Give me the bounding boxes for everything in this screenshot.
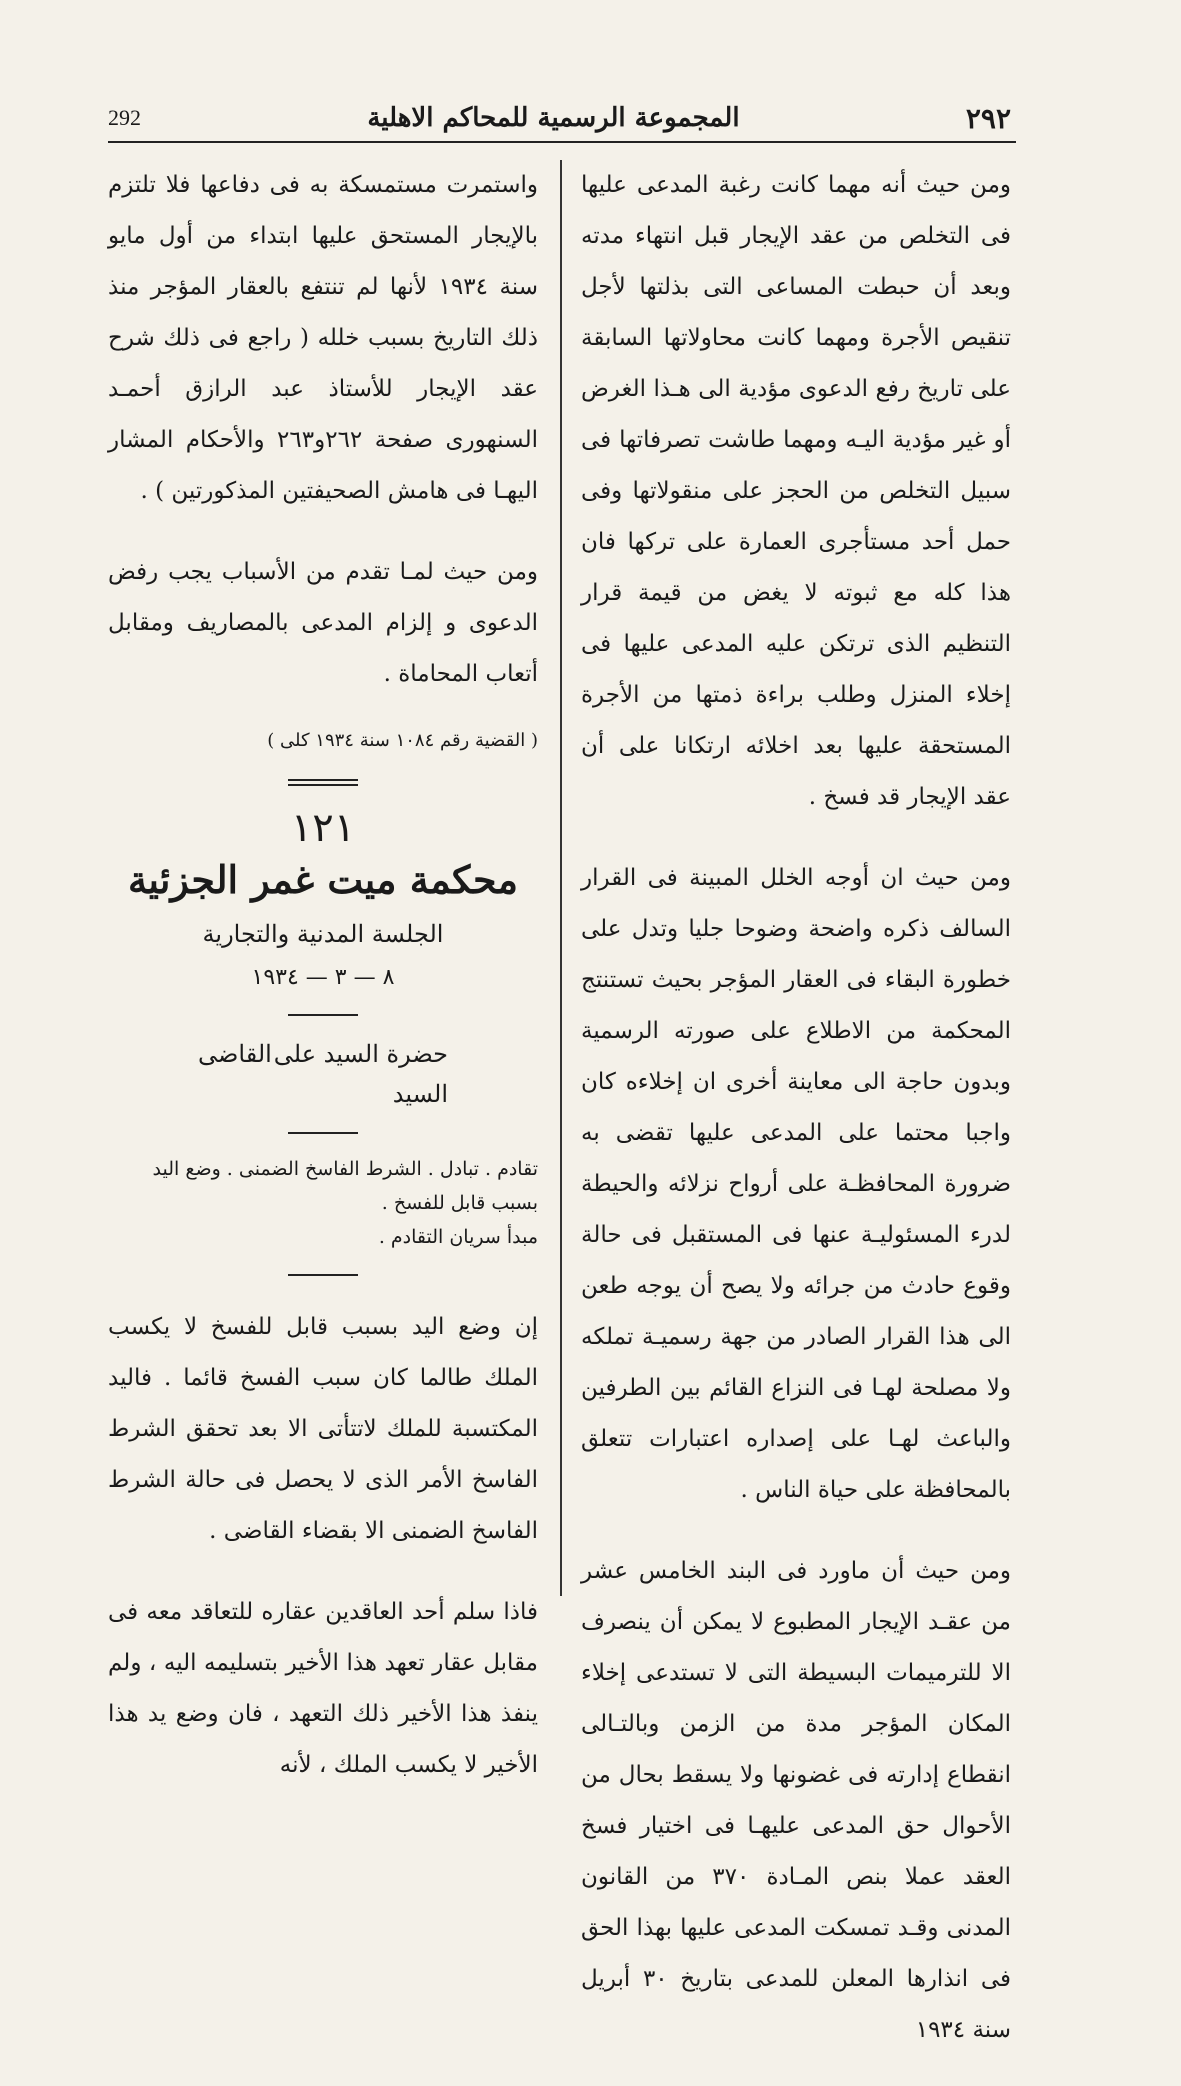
header-rule (108, 141, 1016, 143)
court-name: محكمة ميت غمر الجزئية (128, 857, 518, 902)
paragraph: ومن حيث لمـا تقدم من الأسباب يجب رفض الدعوى و إلزام المدعى بالمصاريف ومقابل أتعاب المحاماة . (108, 559, 538, 687)
session-name: الجلسة المدنية والتجارية (202, 920, 444, 948)
summary-keywords: تقادم . تبادل . الشرط الفاسخ الضمنى . وضع اليد بسبب قابل للفسخ . (152, 1158, 538, 1214)
paragraph: ومن حيث ان أوجه الخلل المبينة فى القرار السالف ذكره واضحة وضوحا جليا وتدل على خطورة البقاء فى العقار المؤجر بحيث تستنتج المحكمة من الاطلاع على صورته الرسمية وبدون حاجة الى معاينة أخرى ان إخلاءه كان واجبا محتما على المدعى عليها تقضى به ضرورة المحافظـة على أرواح نزلائه والحيطة لدرء المسئوليـة عنها فى المستقبل فى حالة وقوع حادث من جرائه ولا يصح أن يوجه طعن الى هذا القرار الصادر من جهة رسميـة تملكه ولا مصلحة لهـا فى النزاع القائم بين الطرفين والباعث لهـا على إصداره اعتبارات تتعلق بالمحافظة على حياة الناس . (581, 865, 1011, 1503)
paragraph: ومن حيث أنه مهما كانت رغبة المدعى عليها فى التخلص من عقد الإيجار قبل انتهاء مدته وبعد أن حبطت المساعى التى بذلتها لأجل تنقيص الأجرة ومهما كانت محاولاتها السابقة على تاريخ رفع الدعوى مؤدية الى هـذا الغرض أو غير مؤدية اليـه ومهما طاشت تصرفاتها فى سبيل التخلص من الحجز على منقولاتها وفى حمل أحد مستأجرى العمارة على تركها فان هذا كله مع ثبوته لا يغض من قيمة قرار التنظيم الذى ترتكن عليه المدعى عليها فى إخلاء المنزل وطلب براءة ذمتها من الأجرة المستحقة عليها بعد اخلائه ارتكانا على أن عقد الإيجار قد فسخ . (581, 172, 1011, 810)
divider (288, 1132, 358, 1134)
divider (288, 1274, 358, 1276)
divider (288, 1014, 358, 1016)
session-date: ٨ — ٣ — ١٩٣٤ (251, 965, 395, 990)
right-column (581, 160, 1011, 2086)
page-number-arabic: ٢٩٢ (965, 101, 1011, 135)
judge-line (198, 1034, 448, 1114)
case-reference: ( القضية رقم ١٠٨٤ سنة ١٩٣٤ كلى ) (267, 730, 538, 751)
page-number-latin: 292 (108, 105, 141, 130)
page-header (108, 98, 1011, 138)
left-column (108, 160, 538, 1821)
case-summary (108, 1152, 538, 1254)
summary-principle: مبدأ سريان التقادم . (378, 1226, 538, 1248)
case-number: ١٢١ (290, 805, 356, 851)
running-title: المجموعة الرسمية للمحاكم الاهلية (367, 103, 740, 133)
paragraph: فاذا سلم أحد العاقدين عقاره للتعاقد معه فى مقابل عقار تعهد هذا الأخير بتسليمه اليه ، ولم ينفذ هذا الأخير ذلك التعهد ، فان وضع يد هذا الأخير لا يكسب الملك ، لأنه (108, 1599, 538, 1778)
paragraph: ومن حيث أن ماورد فى البند الخامس عشر من عقـد الإيجار المطبوع لا يمكن أن ينصرف الا للترميمات البسيطة التى لا تستدعى إخلاء المكان المؤجر مدة من الزمن وبالتـالى انقطاع إدارته فى غضونها ولا يسقط بحال من الأحوال حق المدعى عليهـا فى اختيار فسخ العقد عملا بنص المـادة ٣٧٠ من القانون المدنى وقـد تمسكت المدعى عليها بهذا الحق فى انذارها المعلن للمدعى بتاريخ ٣٠ أبريل سنة ١٩٣٤ (581, 1558, 1011, 2043)
paragraph: إن وضع اليد بسبب قابل للفسخ لا يكسب الملك طالما كان سبب الفسخ قائما . فاليد المكتسبة للملك لاتتأتى الا بعد تحقق الشرط الفاسخ الأمر الذى لا يحصل فى حالة الشرط الفاسخ الضمنى الا بقضاء القاضى . (108, 1314, 538, 1544)
section-divider (288, 779, 358, 786)
judge-name: حضرة السيد على السيد (273, 1040, 448, 1108)
judge-title: القاضى (198, 1040, 272, 1068)
column-separator (560, 160, 562, 1596)
paragraph: واستمرت مستمسكة به فى دفاعها فلا تلتزم بالإيجار المستحق عليها ابتداء من أول مايو سنة ١٩٣٤ لأنها لم تنتفع بالعقار المؤجر منذ ذلك التاريخ بسبب خلله ( راجع فى ذلك شرح عقد الإيجار للأستاذ عبد الرازق أحمـد السنهورى صفحة ٢٦٢و٢٦٣ والأحكام المشار اليهـا فى هامش الصحيفتين المذكورتين ) . (108, 172, 538, 504)
